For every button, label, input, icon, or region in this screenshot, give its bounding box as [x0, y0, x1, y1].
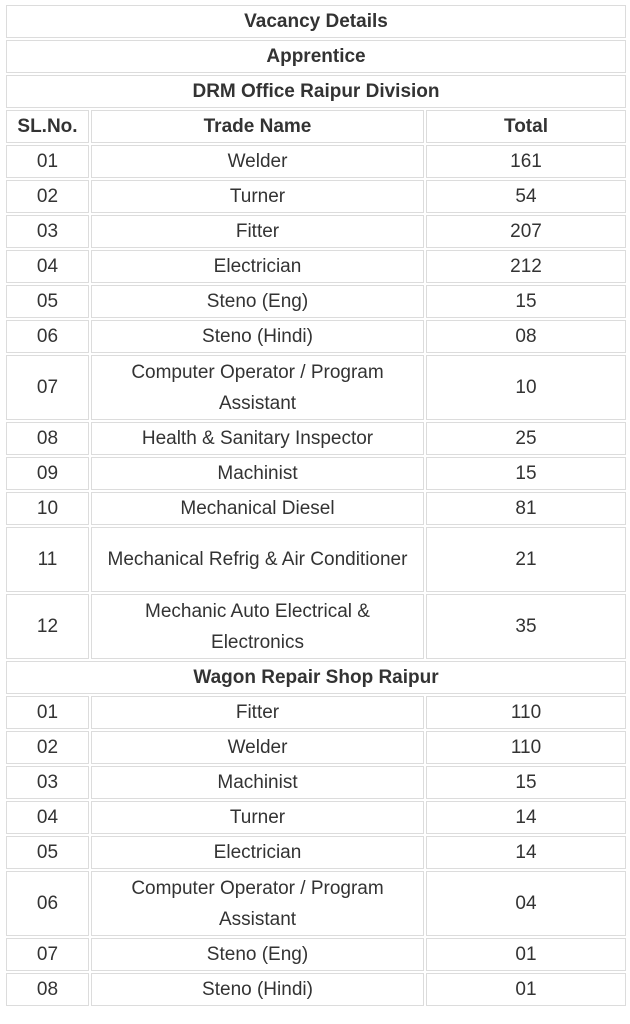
cell-trade: Machinist	[91, 457, 424, 490]
cell-total: 15	[426, 457, 626, 490]
cell-sl: 02	[6, 180, 89, 213]
cell-trade: Fitter	[91, 215, 424, 248]
cell-total: 25	[426, 422, 626, 455]
cell-sl: 08	[6, 973, 89, 1006]
cell-total: 212	[426, 250, 626, 283]
cell-total: 110	[426, 731, 626, 764]
table-row	[6, 766, 626, 799]
cell-trade: Health & Sanitary Inspector	[91, 422, 424, 455]
cell-trade: Electrician	[91, 836, 424, 869]
cell-sl: 04	[6, 250, 89, 283]
cell-sl: 03	[6, 215, 89, 248]
subtitle-row	[6, 40, 626, 73]
table-row	[6, 320, 626, 353]
cell-total: 81	[426, 492, 626, 525]
cell-total: 21	[426, 527, 626, 592]
table-title: Vacancy Details	[6, 5, 626, 38]
cell-total: 04	[426, 871, 626, 936]
cell-trade: Fitter	[91, 696, 424, 729]
cell-total: 10	[426, 355, 626, 420]
table-row	[6, 836, 626, 869]
cell-total: 01	[426, 938, 626, 971]
cell-sl: 08	[6, 422, 89, 455]
cell-sl: 07	[6, 355, 89, 420]
table-row	[6, 801, 626, 834]
table-row	[6, 180, 626, 213]
cell-trade: Mechanical Refrig & Air Conditioner	[91, 527, 424, 592]
title-row	[6, 5, 626, 38]
cell-trade: Turner	[91, 801, 424, 834]
cell-total: 14	[426, 836, 626, 869]
cell-total: 15	[426, 285, 626, 318]
cell-trade: Steno (Eng)	[91, 285, 424, 318]
table-row	[6, 145, 626, 178]
cell-sl: 03	[6, 766, 89, 799]
cell-trade: Turner	[91, 180, 424, 213]
table-row	[6, 250, 626, 283]
cell-total: 08	[426, 320, 626, 353]
cell-trade: Computer Operator / Program Assistant	[91, 355, 424, 420]
cell-sl: 02	[6, 731, 89, 764]
cell-trade: Welder	[91, 731, 424, 764]
table-row	[6, 871, 626, 936]
cell-total: 207	[426, 215, 626, 248]
cell-trade: Steno (Hindi)	[91, 320, 424, 353]
cell-trade: Steno (Eng)	[91, 938, 424, 971]
cell-total: 15	[426, 766, 626, 799]
cell-sl: 09	[6, 457, 89, 490]
cell-trade: Steno (Hindi)	[91, 973, 424, 1006]
table-subtitle: Apprentice	[6, 40, 626, 73]
column-header-trade: Trade Name	[91, 110, 424, 143]
cell-trade: Welder	[91, 145, 424, 178]
cell-sl: 11	[6, 527, 89, 592]
table-row	[6, 938, 626, 971]
table-row	[6, 973, 626, 1006]
table-row	[6, 492, 626, 525]
cell-total: 54	[426, 180, 626, 213]
column-header-total: Total	[426, 110, 626, 143]
table-row	[6, 696, 626, 729]
cell-sl: 04	[6, 801, 89, 834]
cell-trade: Computer Operator / Program Assistant	[91, 871, 424, 936]
cell-total: 110	[426, 696, 626, 729]
vacancy-table-body	[6, 5, 626, 1006]
cell-sl: 05	[6, 836, 89, 869]
column-header-row	[6, 110, 626, 143]
cell-sl: 10	[6, 492, 89, 525]
cell-sl: 07	[6, 938, 89, 971]
cell-sl: 06	[6, 871, 89, 936]
table-row	[6, 527, 626, 592]
column-header-sl: SL.No.	[6, 110, 89, 143]
cell-total: 01	[426, 973, 626, 1006]
cell-total: 35	[426, 594, 626, 659]
section-heading-wagon: Wagon Repair Shop Raipur	[6, 661, 626, 694]
cell-trade: Mechanical Diesel	[91, 492, 424, 525]
cell-total: 14	[426, 801, 626, 834]
cell-total: 161	[426, 145, 626, 178]
section-heading-row	[6, 661, 626, 694]
cell-sl: 05	[6, 285, 89, 318]
table-row	[6, 422, 626, 455]
cell-trade: Mechanic Auto Electrical & Electronics	[91, 594, 424, 659]
table-row	[6, 594, 626, 659]
section-heading-drm: DRM Office Raipur Division	[6, 75, 626, 108]
cell-sl: 12	[6, 594, 89, 659]
vacancy-table	[4, 3, 628, 1008]
cell-sl: 01	[6, 145, 89, 178]
table-row	[6, 457, 626, 490]
section-heading-row	[6, 75, 626, 108]
table-row	[6, 355, 626, 420]
table-row	[6, 731, 626, 764]
table-row	[6, 285, 626, 318]
cell-trade: Electrician	[91, 250, 424, 283]
cell-trade: Machinist	[91, 766, 424, 799]
cell-sl: 01	[6, 696, 89, 729]
table-row	[6, 215, 626, 248]
cell-sl: 06	[6, 320, 89, 353]
